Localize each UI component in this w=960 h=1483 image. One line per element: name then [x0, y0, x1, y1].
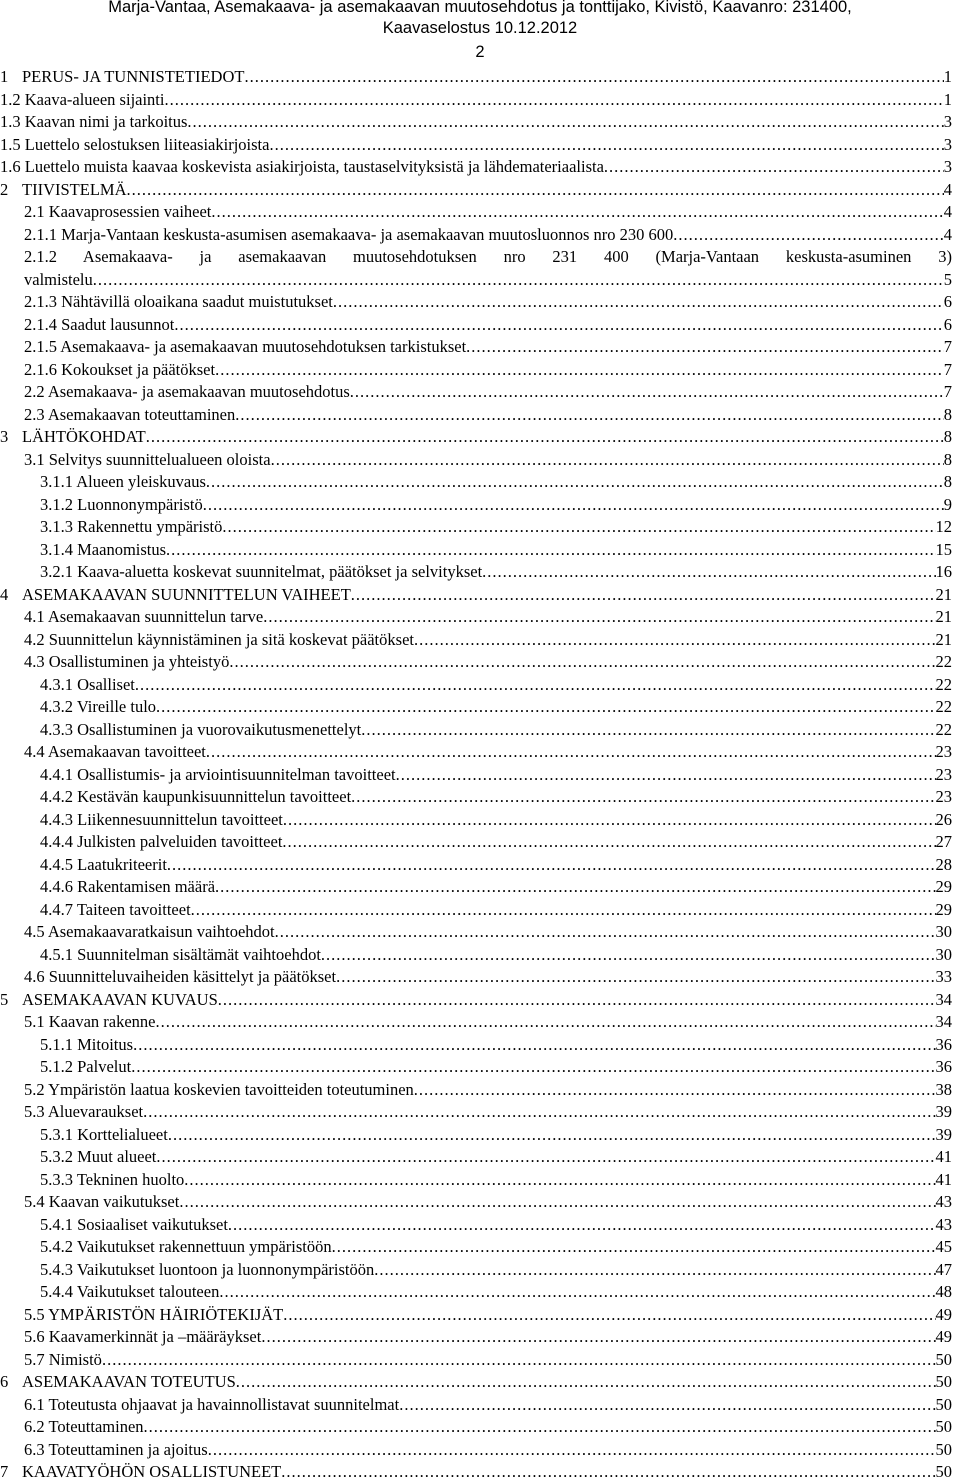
toc-page-number: 43 — [935, 1214, 952, 1234]
toc-dot-leader — [219, 1281, 935, 1303]
toc-page-number: 50 — [935, 1394, 952, 1414]
toc-entry[interactable] — [40, 1214, 952, 1236]
toc-dot-leader — [399, 1394, 935, 1416]
toc-dot-leader — [203, 494, 944, 516]
toc-entry[interactable] — [24, 606, 952, 628]
toc-dot-leader — [321, 944, 936, 966]
toc-entry-title: 5.3.2 Muut alueet — [40, 1147, 157, 1166]
toc-entry-title: 5.1.1 Mitoitus — [40, 1034, 134, 1054]
toc-page-number: 34 — [935, 1012, 952, 1031]
toc-dot-leader — [281, 1461, 935, 1483]
toc-entry-title: ASEMAKAAVAN KUVAUS — [22, 989, 218, 1009]
toc-dot-leader — [275, 921, 936, 943]
toc-entry[interactable] — [24, 1439, 952, 1461]
toc-page-number: 16 — [935, 562, 952, 581]
toc-page-number: 50 — [935, 1349, 952, 1369]
toc-entry[interactable] — [24, 741, 952, 763]
toc-entry[interactable] — [0, 156, 952, 178]
toc-entry-title: 4.4.1 Osallistumis- ja arviointisuunnitelman tavoitteet — [40, 764, 396, 784]
toc-entry-title: 2.1.4 Saadut lausunnot — [24, 314, 175, 334]
toc-entry[interactable] — [40, 786, 952, 808]
toc-dot-leader — [144, 1416, 936, 1438]
toc-entry-title: LÄHTÖKOHDAT — [22, 427, 146, 446]
toc-dot-leader — [164, 89, 943, 111]
toc-entry[interactable] — [40, 1124, 952, 1146]
toc-entry[interactable] — [24, 1101, 952, 1123]
toc-entry[interactable] — [40, 1056, 952, 1078]
toc-entry-title: 3.1.1 Alueen yleiskuvaus — [40, 472, 206, 491]
toc-page-number: 39 — [935, 1124, 952, 1144]
toc-page-number: 43 — [935, 1192, 952, 1211]
toc-entry[interactable] — [24, 921, 952, 943]
toc-entry-title: 4.1 Asemakaavan suunnittelun tarve — [24, 607, 264, 626]
toc-dot-leader — [269, 134, 943, 156]
toc-page-number: 21 — [935, 607, 952, 626]
toc-chapter-number: 6 — [0, 1372, 9, 1391]
toc-dot-leader — [166, 539, 935, 561]
toc-entry[interactable] — [24, 966, 952, 988]
toc-entry[interactable] — [40, 876, 952, 898]
toc-entry-title: 2.1.6 Kokoukset ja päätökset — [24, 359, 216, 379]
toc-entry-title: 4.3.1 Osalliset — [40, 674, 135, 694]
toc-entry-title: 4.4.2 Kestävän kaupunkisuunnittelun tavoitteet — [40, 787, 352, 806]
toc-entry-title: 5.5 YMPÄRISTÖN HÄIRIÖTEKIJÄT — [24, 1304, 284, 1324]
toc-dot-leader — [174, 314, 943, 336]
toc-entry[interactable] — [40, 764, 952, 786]
toc-page-number: 8 — [943, 472, 952, 491]
toc-entry[interactable] — [24, 1304, 952, 1326]
toc-page-number: 41 — [935, 1169, 952, 1189]
toc-entry[interactable] — [40, 944, 952, 966]
toc-entry-title: 3.1 Selvitys suunnittelualueen oloista — [24, 449, 271, 469]
toc-entry[interactable] — [40, 696, 952, 718]
toc-dot-leader — [351, 584, 936, 606]
toc-entry[interactable] — [40, 809, 952, 831]
toc-page-number: 36 — [935, 1057, 952, 1076]
toc-entry[interactable] — [0, 111, 952, 133]
toc-entry[interactable] — [40, 1236, 952, 1258]
toc-page-number: 26 — [935, 809, 952, 829]
toc-page-number: 30 — [935, 922, 952, 941]
toc-entry[interactable] — [40, 854, 952, 876]
toc-dot-leader — [215, 876, 935, 898]
toc-page-number: 7 — [943, 382, 952, 401]
toc-entry-title: 1.3 Kaavan nimi ja tarkoitus — [0, 112, 188, 131]
toc-entry-title: valmistelu — [24, 269, 93, 289]
toc-entry-title: 4.4.7 Taiteen tavoitteet — [40, 899, 191, 919]
toc-dot-leader — [283, 809, 936, 831]
toc-dot-leader — [156, 1146, 935, 1168]
toc-entry-title: 4.4.3 Liikennesuunnittelun tavoitteet — [40, 809, 283, 829]
toc-dot-leader — [143, 1101, 935, 1123]
toc-entry-title: 5.1.2 Palvelut — [40, 1057, 132, 1076]
toc-entry-title: ASEMAKAAVAN TOTEUTUS — [22, 1372, 236, 1391]
toc-dot-leader — [282, 831, 935, 853]
toc-page-number: 5 — [943, 269, 952, 289]
toc-dot-leader — [673, 224, 943, 246]
toc-entry-title: 4.4.6 Rakentamisen määrä — [40, 877, 216, 896]
toc-page-number: 50 — [935, 1462, 952, 1481]
toc-page-number: 8 — [943, 449, 952, 469]
toc-entry[interactable] — [0, 584, 952, 606]
toc-entry[interactable] — [0, 66, 952, 88]
toc-entry-title: 6.1 Toteutusta ohjaavat ja havainnollistavat suunnitelmat — [24, 1394, 400, 1414]
header-title: Marja-Vantaa, Asemakaava- ja asemakaavan muutosehdotus ja tonttijako, Kivistö, Kaavanro: 231400, — [108, 0, 852, 16]
toc-dot-leader — [218, 989, 936, 1011]
toc-dot-leader — [332, 1236, 936, 1258]
toc-page-number: 29 — [935, 877, 952, 896]
toc-chapter-number: 2 — [0, 179, 9, 199]
toc-dot-leader — [222, 516, 935, 538]
toc-dot-leader — [167, 854, 936, 876]
toc-dot-leader — [604, 156, 944, 178]
toc-entry[interactable] — [40, 516, 952, 538]
toc-chapter-number: 1 — [0, 67, 9, 86]
toc-page-number: 34 — [935, 989, 952, 1009]
toc-entry[interactable] — [0, 426, 952, 448]
toc-entry-title: 5.4.4 Vaikutukset talouteen — [40, 1282, 220, 1301]
toc-chapter-number: 7 — [0, 1462, 9, 1481]
toc-dot-leader — [93, 269, 944, 291]
toc-entry-title: 4.5.1 Suunnitelman sisältämät vaihtoehdot — [40, 944, 321, 964]
toc-entry-title: TIIVISTELMÄ — [22, 179, 127, 199]
toc-page-number: 38 — [935, 1079, 952, 1099]
toc-entry[interactable] — [24, 1394, 952, 1416]
toc-page-number: 22 — [935, 674, 952, 694]
toc-dot-leader — [206, 471, 944, 493]
toc-page-number: 6 — [943, 314, 952, 334]
toc-entry-title: 3.1.2 Luonnonympäristö — [40, 494, 203, 514]
toc-entry-text: 2.1.2 Asemakaava- ja asemakaavan muutosehdotuksen nro 231 400 (Marja-Vantaan keskusta-asuminen 3) — [24, 247, 952, 266]
toc-entry[interactable] — [24, 1011, 952, 1033]
toc-entry[interactable] — [0, 989, 952, 1011]
toc-entry[interactable] — [0, 179, 952, 201]
toc-dot-leader — [187, 111, 943, 133]
toc-entry-title: 6.3 Toteuttaminen ja ajoitus — [24, 1439, 208, 1459]
toc-entry-title: 5.3.1 Korttelialueet — [40, 1124, 168, 1144]
toc-page-number: 3 — [943, 134, 952, 154]
toc-entry[interactable] — [24, 291, 952, 313]
toc-page-number: 50 — [935, 1417, 952, 1436]
toc-entry-title: 4.4.4 Julkisten palveluiden tavoitteet — [40, 832, 283, 851]
toc-page-number: 7 — [943, 337, 952, 356]
toc-entry-title: 4.5 Asemakaavaratkaisun vaihtoehdot — [24, 922, 275, 941]
toc-dot-leader — [236, 1371, 936, 1393]
toc-entry-title: 5.6 Kaavamerkinnät ja –määräykset — [24, 1327, 262, 1346]
toc-page-number: 3 — [943, 112, 952, 131]
toc-entry-title: 3.1.3 Rakennettu ympäristö — [40, 517, 223, 536]
toc-entry-title: 3.1.4 Maanomistus — [40, 539, 167, 559]
toc-entry-title: 5.7 Nimistö — [24, 1349, 102, 1369]
toc-entry[interactable] — [40, 561, 952, 583]
toc-entry-title: 1.5 Luettelo selostuksen liiteasiakirjoista — [0, 134, 270, 154]
toc-entry-title: 4.4 Asemakaavan tavoitteet — [24, 742, 206, 761]
toc-entry-title: 4.3.2 Vireille tulo — [40, 697, 157, 716]
toc-dot-leader — [179, 1191, 935, 1213]
toc-entry[interactable] — [24, 269, 952, 291]
toc-dot-leader — [146, 426, 944, 448]
toc-dot-leader — [156, 696, 935, 718]
toc-chapter-number: 4 — [0, 584, 9, 604]
toc-entry[interactable] — [24, 336, 952, 358]
toc-dot-leader — [374, 1259, 935, 1281]
toc-page-number: 12 — [935, 517, 952, 536]
toc-entry-title: PERUS- JA TUNNISTETIEDOT — [22, 67, 245, 86]
toc-entry[interactable] — [40, 494, 952, 516]
toc-entry[interactable] — [40, 1034, 952, 1056]
toc-entry[interactable] — [24, 1079, 952, 1101]
toc-page-number: 45 — [935, 1237, 952, 1256]
toc-entry[interactable] — [24, 449, 952, 471]
toc-page-number: 33 — [935, 967, 952, 986]
toc-entry[interactable] — [0, 1371, 952, 1393]
toc-page-number: 4 — [943, 202, 952, 221]
toc-entry[interactable] — [40, 1169, 952, 1191]
page-number: 2 — [475, 43, 485, 61]
toc-dot-leader — [131, 1056, 935, 1078]
toc-entry-title: 2.2 Asemakaava- ja asemakaavan muutosehdotus — [24, 382, 350, 401]
toc-entry-title: 5.4.1 Sosiaaliset vaikutukset — [40, 1214, 228, 1234]
toc-dot-leader — [414, 629, 936, 651]
toc-dot-leader — [261, 1326, 935, 1348]
toc-entry[interactable] — [24, 314, 952, 336]
toc-page-number: 21 — [935, 629, 952, 649]
toc-entry[interactable] — [0, 1461, 952, 1483]
toc-page-number: 49 — [935, 1304, 952, 1324]
toc-entry-title: 5.2 Ympäristön laatua koskevien tavoitteiden toteutuminen — [24, 1079, 414, 1099]
toc-dot-leader — [155, 1011, 935, 1033]
toc-entry-title: 4.3.3 Osallistuminen ja vuorovaikutusmenettelyt — [40, 719, 362, 739]
toc-entry-title: 5.4.2 Vaikutukset rakennettuun ympäristöön — [40, 1237, 332, 1256]
toc-page-number: 23 — [935, 787, 952, 806]
toc-entry[interactable] — [24, 201, 952, 223]
toc-entry-title: 4.2 Suunnittelun käynnistäminen ja sitä koskevat päätökset — [24, 629, 414, 649]
toc-page-number: 22 — [935, 697, 952, 716]
toc-entry-title: 5.1 Kaavan rakenne — [24, 1012, 156, 1031]
toc-entry[interactable] — [0, 134, 952, 156]
toc-page-number: 50 — [935, 1439, 952, 1459]
toc-entry[interactable] — [40, 1146, 952, 1168]
toc-entry-title: KAAVATYÖHÖN OSALLISTUNEET — [22, 1462, 282, 1481]
toc-dot-leader — [168, 1124, 936, 1146]
toc-dot-leader — [333, 291, 944, 313]
toc-dot-leader — [133, 1034, 935, 1056]
toc-dot-leader — [135, 674, 936, 696]
toc-entry-title: 4.6 Suunnitteluvaiheiden käsittelyt ja päätökset — [24, 967, 337, 986]
toc-entry[interactable] — [40, 1281, 952, 1303]
toc-page-number: 4 — [943, 224, 952, 244]
toc-dot-leader — [351, 786, 935, 808]
toc-entry[interactable] — [24, 224, 952, 246]
toc-page-number: 23 — [935, 764, 952, 784]
toc-dot-leader — [235, 404, 944, 426]
toc-entry-title: 2.1 Kaavaprosessien vaiheet — [24, 202, 212, 221]
toc-page-number: 22 — [935, 719, 952, 739]
toc-entry[interactable] — [24, 1416, 952, 1438]
toc-entry-title: 1.2 Kaava-alueen sijainti — [0, 89, 165, 109]
toc-chapter-number: 5 — [0, 989, 9, 1009]
toc-page-number: 4 — [943, 179, 952, 199]
toc-dot-leader — [336, 966, 935, 988]
toc-page-number: 7 — [943, 359, 952, 379]
toc-dot-leader — [228, 1214, 936, 1236]
toc-page-number: 50 — [935, 1372, 952, 1391]
toc-page-number: 3 — [943, 157, 952, 176]
toc-page-number: 27 — [935, 832, 952, 851]
toc-entry-title: 1.6 Luettelo muista kaavaa koskevista asiakirjoista, taustaselvityksistä ja lähdemateriaalista — [0, 157, 604, 176]
toc-dot-leader — [283, 1304, 935, 1326]
toc-entry[interactable] — [24, 359, 952, 381]
toc-entry-title: 3.2.1 Kaava-aluetta koskevat suunnitelmat, päätökset ja selvitykset — [40, 562, 483, 581]
toc-entry[interactable] — [24, 1326, 952, 1348]
toc-entry-title: 5.3 Aluevaraukset — [24, 1102, 144, 1121]
toc-page-number: 1 — [943, 89, 952, 109]
toc-entry-title: ASEMAKAAVAN SUUNNITTELUN VAIHEET — [22, 584, 351, 604]
toc-entry[interactable] — [24, 381, 952, 403]
toc-entry[interactable] — [24, 629, 952, 651]
toc-page-number: 8 — [943, 404, 952, 424]
toc-dot-leader — [215, 359, 944, 381]
toc-page-number: 49 — [935, 1327, 952, 1346]
toc-dot-leader — [244, 66, 943, 88]
toc-dot-leader — [414, 1079, 936, 1101]
toc-page-number: 6 — [943, 292, 952, 311]
toc-page-number: 21 — [935, 584, 952, 604]
toc-entry[interactable] — [24, 1191, 952, 1213]
toc-dot-leader — [263, 606, 935, 628]
toc-entry[interactable] — [24, 404, 952, 426]
toc-page-number: 23 — [935, 742, 952, 761]
toc-dot-leader — [271, 449, 944, 471]
toc-dot-leader — [211, 201, 943, 223]
toc-entry[interactable] — [0, 89, 952, 111]
toc-page-number: 8 — [943, 427, 952, 446]
toc-page-number: 36 — [935, 1034, 952, 1054]
toc-page-number: 47 — [935, 1259, 952, 1279]
toc-page-number: 9 — [943, 494, 952, 514]
toc-entry-title: 2.3 Asemakaavan toteuttaminen — [24, 404, 236, 424]
toc-entry[interactable] — [40, 539, 952, 561]
toc-page-number: 28 — [935, 854, 952, 874]
header-subtitle: Kaavaselostus 10.12.2012 — [382, 19, 578, 37]
toc-page-number: 1 — [943, 67, 952, 86]
toc-dot-leader — [184, 1169, 935, 1191]
toc-dot-leader — [208, 1439, 936, 1461]
toc-dot-leader — [482, 561, 935, 583]
toc-dot-leader — [206, 741, 936, 763]
toc-entry[interactable] — [40, 471, 952, 493]
toc-chapter-number: 3 — [0, 427, 9, 446]
toc-dot-leader — [350, 381, 944, 403]
toc-dot-leader — [229, 651, 935, 673]
toc-entry-title: 5.4 Kaavan vaikutukset — [24, 1192, 180, 1211]
toc-dot-leader — [126, 179, 943, 201]
toc-page-number: 15 — [935, 539, 952, 559]
toc-entry-title: 2.1.3 Nähtävillä oloaikana saadut muistutukset — [24, 292, 333, 311]
toc-entry-title: 5.4.3 Vaikutukset luontoon ja luonnonympäristöön — [40, 1259, 375, 1279]
toc-entry[interactable] — [40, 1259, 952, 1281]
toc-dot-leader — [102, 1349, 936, 1371]
toc-dot-leader — [466, 336, 944, 358]
toc-page-number: 30 — [935, 944, 952, 964]
toc-entry[interactable] — [40, 674, 952, 696]
toc-entry-title: 4.4.5 Laatukriteerit — [40, 854, 167, 874]
toc-entry-title: 5.3.3 Tekninen huolto — [40, 1169, 185, 1189]
toc-dot-leader — [396, 764, 936, 786]
toc-page-number: 29 — [935, 899, 952, 919]
toc-entry-title: 2.1.5 Asemakaava- ja asemakaavan muutosehdotuksen tarkistukset — [24, 337, 467, 356]
toc-entry[interactable] — [24, 651, 952, 673]
toc-page-number: 39 — [935, 1102, 952, 1121]
toc-entry-title: 4.3 Osallistuminen ja yhteistyö — [24, 652, 230, 671]
toc-entry-title: 6.2 Toteuttaminen — [24, 1417, 144, 1436]
toc-page-number: 48 — [935, 1282, 952, 1301]
toc-dot-leader — [361, 719, 935, 741]
toc-entry[interactable] — [40, 899, 952, 921]
toc-page-number: 22 — [935, 652, 952, 671]
toc-page-number: 41 — [935, 1147, 952, 1166]
toc-entry-title: 2.1.1 Marja-Vantaan keskusta-asumisen asemakaava- ja asemakaavan muutosluonnos nro 230 600 — [24, 224, 674, 244]
toc-entry[interactable] — [24, 1349, 952, 1371]
toc-entry[interactable] — [40, 719, 952, 741]
toc-entry[interactable] — [40, 831, 952, 853]
toc-dot-leader — [191, 899, 936, 921]
